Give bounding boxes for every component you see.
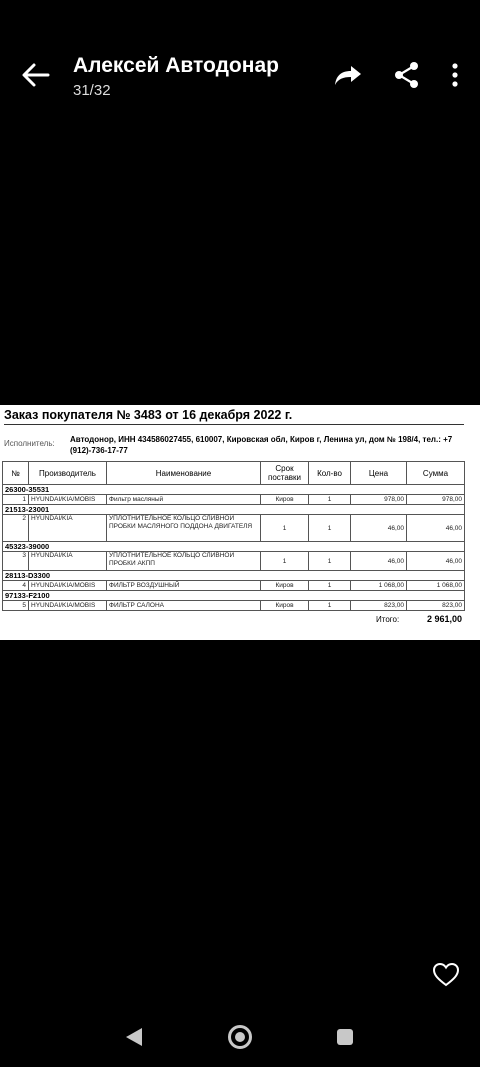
nav-recents-icon <box>336 1028 354 1046</box>
group-row <box>3 591 465 601</box>
cell-number: 4 <box>3 581 29 591</box>
table-row <box>3 581 465 591</box>
total-value: 2 961,00 <box>427 614 463 624</box>
cell-maker: HYUNDAI/KIA <box>29 552 107 571</box>
cell-sum: 1 068,00 <box>407 581 465 591</box>
cell-qty: 1 <box>309 601 351 611</box>
cell-maker: HYUNDAI/KIA/MOBIS <box>29 581 107 591</box>
cell-name: УПЛОТНИТЕЛЬНОЕ КОЛЬЦО СЛИВНОЙ ПРОБКИ АКПП <box>107 552 261 571</box>
more-options-button[interactable] <box>446 60 464 90</box>
cell-qty: 1 <box>309 515 351 542</box>
nav-back-icon <box>124 1027 144 1047</box>
group-row <box>3 505 465 515</box>
cell-price: 823,00 <box>351 601 407 611</box>
order-title: Заказ покупателя № 3483 от 16 декабря 2022 г. <box>4 408 293 422</box>
cell-qty: 1 <box>309 495 351 505</box>
title-divider <box>4 424 464 425</box>
forward-button[interactable] <box>332 60 364 90</box>
table-row <box>3 552 465 571</box>
cell-number: 3 <box>3 552 29 571</box>
cell-sum: 978,00 <box>407 495 465 505</box>
cell-term: 1 <box>261 515 309 542</box>
table-row <box>3 601 465 611</box>
top-app-bar <box>0 0 480 110</box>
executor-details: Автодонор, ИНН 434586027455, 610007, Кировская обл, Киров г, Ленина ул, дом № 198/4, тел.: +7 (912)-736-17-77 <box>70 435 453 455</box>
column-header: Наименование <box>107 462 261 485</box>
cell-name: ФИЛЬТР ВОЗДУШНЫЙ <box>107 581 261 591</box>
table-row <box>3 515 465 542</box>
like-button[interactable] <box>432 962 460 988</box>
cell-qty: 1 <box>309 581 351 591</box>
cell-term: Киров <box>261 601 309 611</box>
system-home-button[interactable] <box>227 1024 253 1050</box>
cell-name: УПЛОТНИТЕЛЬНОЕ КОЛЬЦО СЛИВНОЙ ПРОБКИ МАСЛЯНОГО ПОДДОНА ДВИГАТЕЛЯ <box>107 515 261 542</box>
cell-number: 2 <box>3 515 29 542</box>
executor-label: Исполнитель: <box>4 439 55 448</box>
column-header: Сумма <box>407 462 465 485</box>
column-header: Производитель <box>29 462 107 485</box>
nav-home-icon <box>227 1024 253 1050</box>
cell-term: Киров <box>261 581 309 591</box>
heart-icon <box>432 962 460 988</box>
cell-term: 1 <box>261 552 309 571</box>
cell-sum: 46,00 <box>407 515 465 542</box>
more-vert-icon <box>446 60 464 90</box>
table-header-row <box>3 462 465 485</box>
cell-price: 1 068,00 <box>351 581 407 591</box>
cell-number: 1 <box>3 495 29 505</box>
system-recents-button[interactable] <box>336 1028 354 1046</box>
group-row <box>3 571 465 581</box>
chat-title: Алексей Автодонар <box>73 54 279 77</box>
cell-price: 978,00 <box>351 495 407 505</box>
order-items-table <box>2 461 465 611</box>
image-counter: 31/32 <box>73 82 111 99</box>
table-row <box>3 495 465 505</box>
cell-sum: 46,00 <box>407 552 465 571</box>
article-code: 97133-F2100 <box>3 591 465 601</box>
share-button[interactable] <box>393 60 421 90</box>
article-code: 45323-39000 <box>3 542 465 552</box>
cell-number: 5 <box>3 601 29 611</box>
group-row <box>3 542 465 552</box>
total-label: Итого: <box>376 615 400 624</box>
system-back-button[interactable] <box>124 1027 144 1047</box>
order-document-image[interactable] <box>0 405 480 640</box>
article-code: 26300-35531 <box>3 485 465 495</box>
article-code: 21513-23001 <box>3 505 465 515</box>
cell-maker: HYUNDAI/KIA/MOBIS <box>29 601 107 611</box>
column-header: Кол-во <box>309 462 351 485</box>
cell-maker: HYUNDAI/KIA <box>29 515 107 542</box>
back-button[interactable] <box>18 60 52 90</box>
column-header: Цена <box>351 462 407 485</box>
cell-price: 46,00 <box>351 552 407 571</box>
article-code: 28113-D3300 <box>3 571 465 581</box>
cell-sum: 823,00 <box>407 601 465 611</box>
cell-maker: HYUNDAI/KIA/MOBIS <box>29 495 107 505</box>
forward-icon <box>332 60 364 90</box>
group-row <box>3 485 465 495</box>
back-arrow-icon <box>18 60 52 90</box>
cell-price: 46,00 <box>351 515 407 542</box>
cell-qty: 1 <box>309 552 351 571</box>
cell-term: Киров <box>261 495 309 505</box>
column-header: Срок поставки <box>261 462 309 485</box>
cell-name: ФИЛЬТР САЛОНА <box>107 601 261 611</box>
column-header: № <box>3 462 29 485</box>
share-icon <box>393 60 421 90</box>
cell-name: Фильтр масляный <box>107 495 261 505</box>
